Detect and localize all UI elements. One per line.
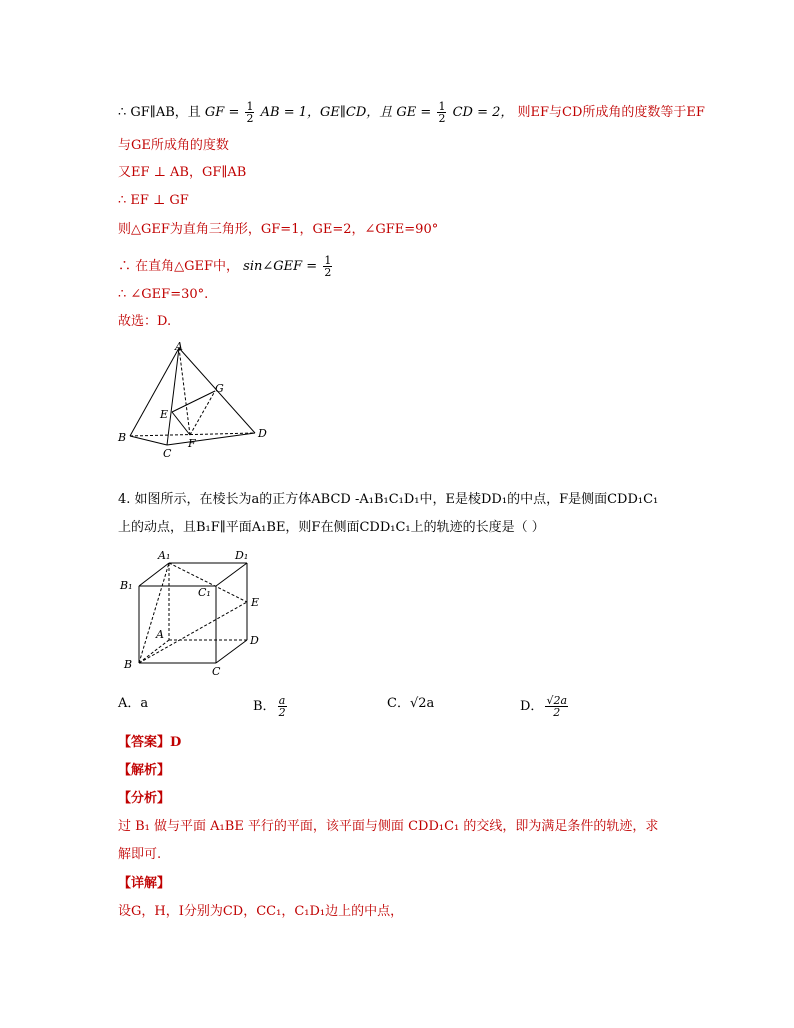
edge-bc	[130, 436, 167, 445]
label-e: E	[160, 408, 169, 421]
option-d[interactable]	[520, 695, 570, 718]
fenxi-line-2: 解即可.	[118, 847, 162, 862]
answer-line: 【答案】D	[118, 735, 182, 750]
segment-af-hidden	[179, 348, 190, 435]
edge-ac	[167, 348, 179, 445]
edge-ab	[130, 348, 179, 436]
fraction-half-3: $\frac{1}{2}$	[324, 254, 332, 279]
option-d-fraction: $\frac{√2a}{2}$	[546, 694, 568, 719]
line1-part-a: ∴ GF∥AB，且	[118, 105, 201, 120]
option-a[interactable]: A．a	[118, 696, 149, 711]
label-b1: B₁	[120, 579, 133, 592]
solution-line-1	[118, 101, 705, 124]
analysis-title: 【解析】	[118, 763, 171, 778]
line1-part-e: CD = 2，	[452, 105, 514, 120]
solution-line-3: 又EF ⊥ AB，GF∥AB	[118, 165, 247, 180]
solution-line-6	[118, 255, 334, 278]
label-d: D	[250, 634, 259, 647]
option-b[interactable]	[253, 695, 289, 718]
label-e: E	[251, 596, 260, 609]
fenxi-line-1: 过 B₁ 做与平面 A₁BE 平行的平面，该平面与侧面 CDD₁C₁ 的交线，即为满足条件的轨迹，求	[118, 819, 659, 834]
edge-ba-hidden	[139, 640, 169, 663]
tetrahedron-figure	[112, 340, 282, 460]
solution-line-4: ∴ EF ⊥ GF	[118, 193, 189, 208]
edge-c1d1	[216, 563, 247, 586]
cube-figure	[112, 545, 272, 680]
option-b-fraction: $\frac{a}{2}$	[278, 694, 286, 719]
line1-part-d: GE =	[396, 105, 432, 120]
solution-line-5: 则△GEF为直角三角形，GF=1，GE=2，∠GFE=90°	[118, 222, 439, 237]
segment-ef	[172, 412, 190, 435]
option-b-label: B．	[253, 699, 276, 714]
fraction-half-2: $\frac{1}{2}$	[438, 100, 446, 125]
line6-part-b: sin∠GEF =	[243, 259, 318, 274]
segment-eg	[172, 391, 215, 412]
edge-b1a1	[139, 563, 169, 586]
line1-part-c: AB = 1，GE∥CD，且	[260, 105, 393, 120]
label-b: B	[124, 658, 133, 671]
option-d-label: D．	[520, 699, 544, 714]
label-a1: A₁	[158, 549, 171, 562]
edge-cd	[216, 640, 247, 663]
label-d1: D₁	[235, 549, 249, 562]
solution-line-8: 故选：D.	[118, 314, 172, 329]
label-a: A	[156, 628, 164, 641]
label-c: C	[163, 447, 172, 460]
segment-ba1-hidden	[139, 563, 169, 663]
label-b: B	[118, 431, 127, 444]
label-a: A	[175, 340, 183, 353]
label-d: D	[258, 427, 267, 440]
label-g: G	[215, 382, 224, 395]
fraction-half-1: $\frac{1}{2}$	[246, 100, 254, 125]
solution-line-2: 与GE所成角的度数	[118, 138, 229, 153]
label-c: C	[212, 665, 221, 678]
label-c1: C₁	[198, 586, 211, 599]
detail-line-1: 设G，H，I分别为CD，CC₁，C₁D₁边上的中点，	[118, 904, 404, 919]
question-4-line-1: 4. 如图所示，在棱长为a的正方体ABCD -A₁B₁C₁D₁中，E是棱DD₁的中点，F是侧面CDD₁C₁	[118, 492, 659, 507]
line1-part-f: 则EF与CD所成角的度数等于EF	[517, 105, 705, 120]
fenxi-title: 【分析】	[118, 791, 171, 806]
option-c[interactable]: C．√2a	[387, 696, 435, 711]
line1-part-b: GF =	[204, 105, 240, 120]
detail-title: 【详解】	[118, 876, 171, 891]
line6-part-a: ∴ 在直角△GEF中，	[118, 259, 240, 274]
question-4-line-2: 上的动点，且B₁F∥平面A₁BE，则F在侧面CDD₁C₁上的轨迹的长度是（ ）	[118, 520, 545, 535]
label-f: F	[188, 437, 196, 450]
solution-line-7: ∴ ∠GEF=30°.	[118, 287, 209, 302]
